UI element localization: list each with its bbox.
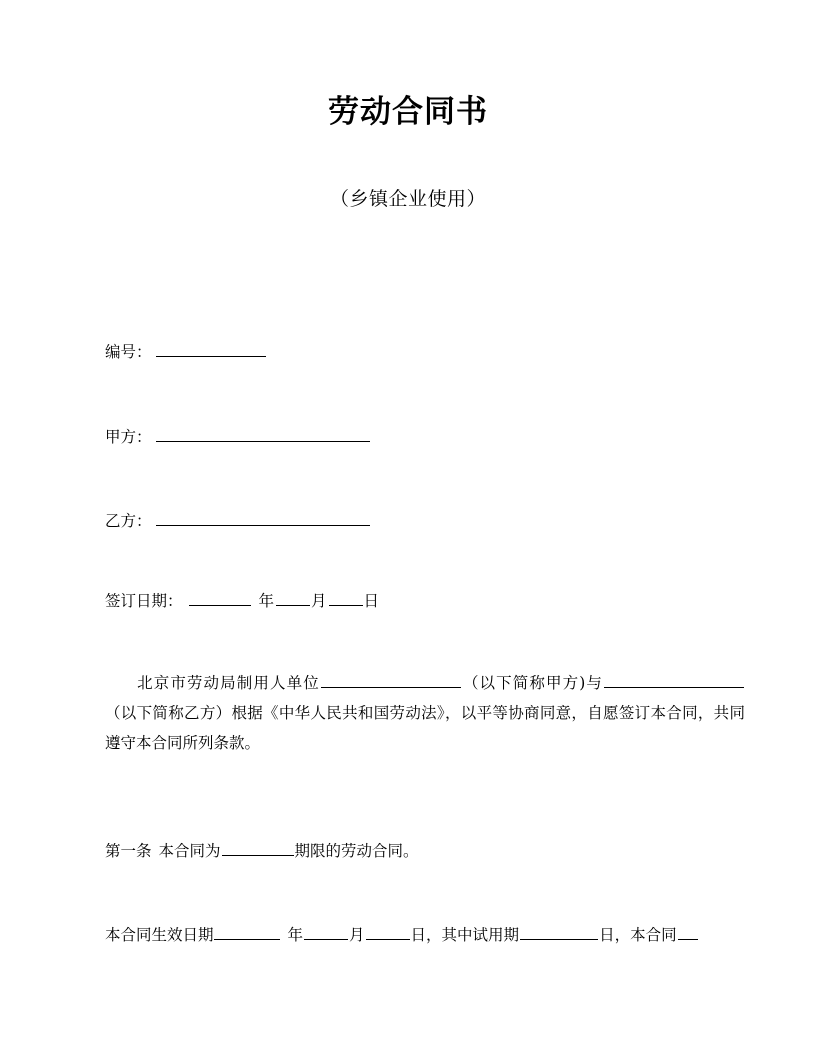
field-row-party-b	[105, 510, 371, 532]
input-number[interactable]	[156, 341, 266, 357]
preamble-text-3: （以下简称乙方）根据《中华人民共和国劳动法》，以平等协商同意，自愿签订本合同，共同遵守本合同所列条款。	[105, 704, 745, 752]
unit-effective-month: 月	[349, 926, 365, 944]
paragraph-preamble	[105, 668, 745, 758]
input-contract-tail[interactable]	[678, 924, 698, 940]
label-number: 编号：	[105, 343, 152, 361]
unit-sign-date-month: 月	[311, 592, 327, 610]
unit-effective-year: 年	[287, 926, 304, 944]
input-sign-date-year[interactable]	[189, 590, 251, 606]
label-party-b: 乙方：	[105, 512, 152, 530]
input-effective-year[interactable]	[214, 924, 280, 940]
input-employee-name[interactable]	[604, 672, 744, 688]
preamble-text-2: （以下简称甲方)与	[461, 674, 603, 692]
clause-one-number: 第一条	[105, 842, 152, 860]
input-sign-date-day[interactable]	[329, 590, 363, 606]
input-probation-days[interactable]	[520, 924, 598, 940]
field-row-party-a	[105, 426, 371, 448]
input-sign-date-month[interactable]	[276, 590, 310, 606]
page-subtitle: （乡镇企业使用）	[329, 188, 486, 210]
unit-sign-date-day: 日	[363, 592, 380, 610]
label-sign-date: 签订日期：	[105, 592, 183, 610]
input-party-a[interactable]	[156, 426, 370, 442]
preamble-text-1: 北京市劳动局制用人单位	[136, 674, 320, 692]
clause-one-text-2: 期限的劳动合同。	[294, 842, 419, 860]
input-employer-name[interactable]	[321, 672, 461, 688]
clause-one-text-1: 本合同为	[158, 842, 221, 860]
label-party-a: 甲方：	[105, 428, 152, 446]
page-title: 劳动合同书	[328, 94, 488, 130]
input-party-b[interactable]	[156, 510, 370, 526]
input-contract-term-type[interactable]	[222, 840, 294, 856]
effective-text-1: 本合同生效日期	[105, 926, 214, 944]
effective-text-3: 日，本合同	[599, 926, 677, 944]
input-effective-day[interactable]	[366, 924, 410, 940]
field-row-sign-date	[105, 590, 379, 612]
field-row-number	[105, 341, 267, 363]
input-effective-month[interactable]	[304, 924, 348, 940]
effective-date-line	[105, 920, 745, 950]
effective-text-2: 日，其中试用期	[410, 926, 520, 944]
unit-sign-date-year: 年	[258, 592, 275, 610]
clause-one	[105, 836, 745, 866]
